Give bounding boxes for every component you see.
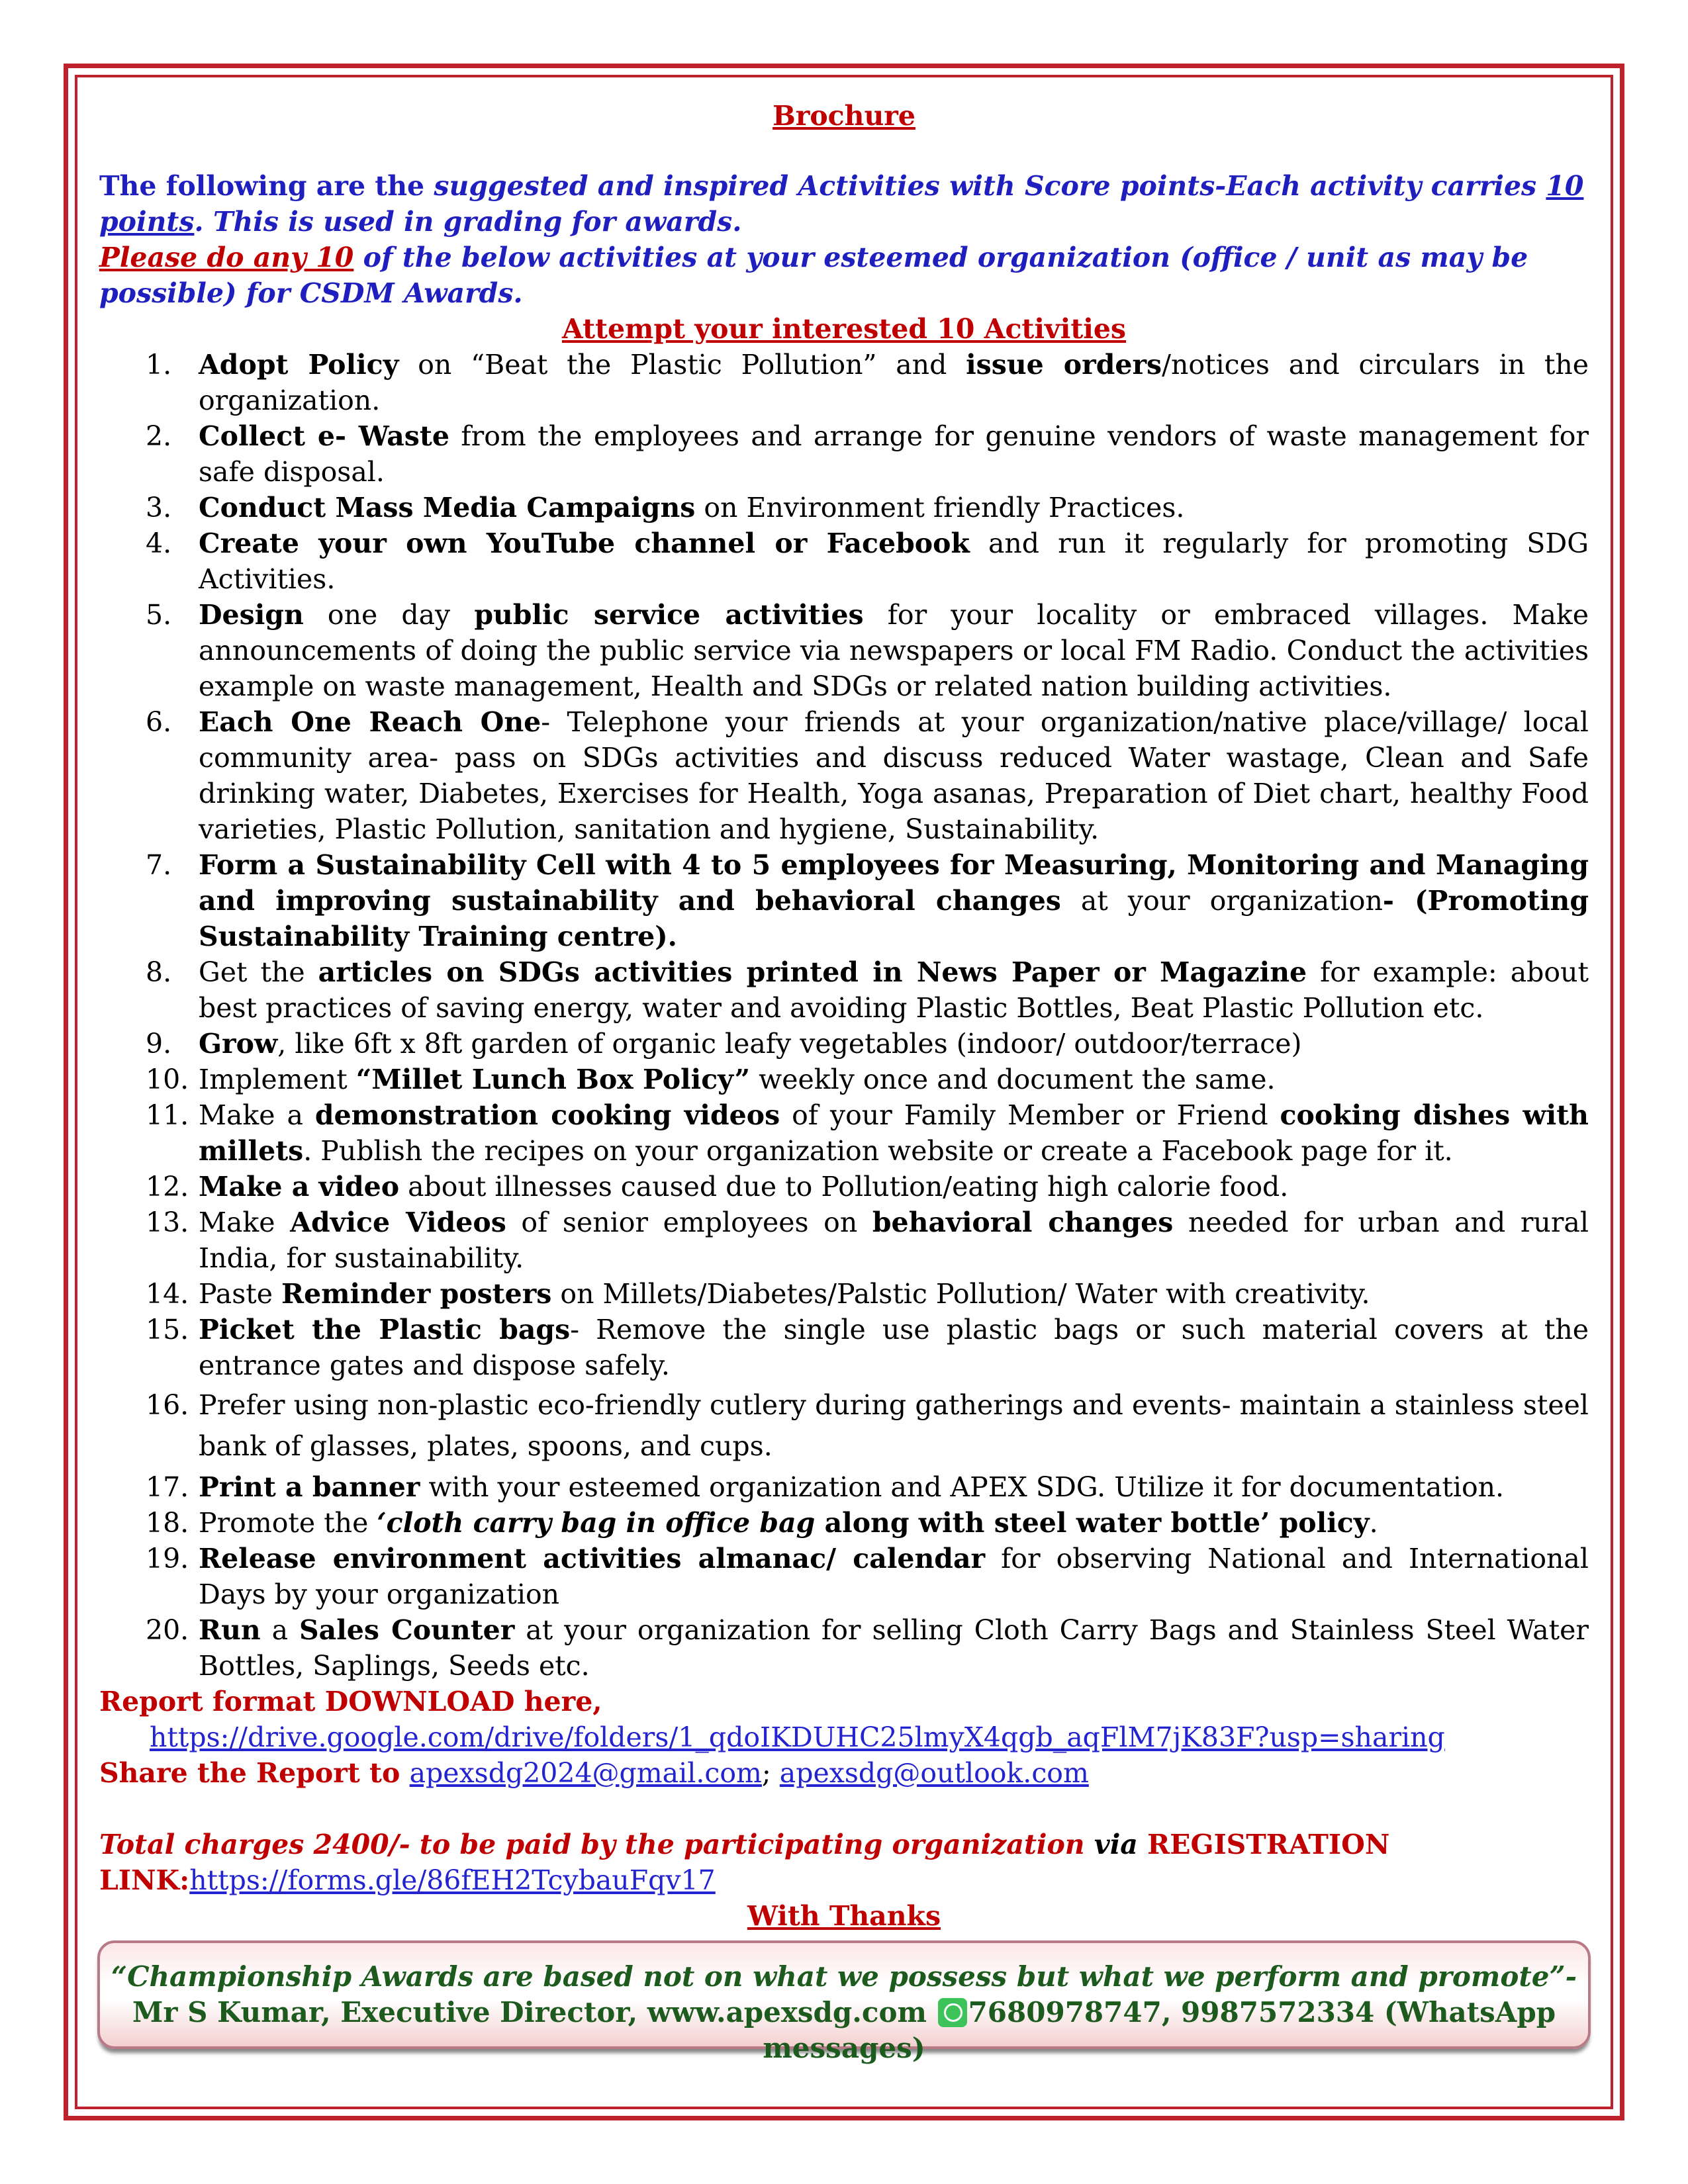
activity-text: Reminder posters [281,1278,552,1310]
activity-text: Collect e- Waste [199,420,449,452]
activity-text: ‘cloth carry bag in office bag [377,1507,816,1539]
email-link-gmail[interactable]: apexsdg2024@gmail.com [409,1757,762,1789]
with-thanks: With Thanks [747,1900,941,1932]
activity-list [99,347,1589,1684]
activity-item [99,704,1589,847]
activity-item [99,1505,1589,1541]
activity-item [99,490,1589,525]
activity-item [99,1205,1589,1276]
activity-text: - (Promoting Sustainability Training centre). [199,885,1589,952]
activity-number: 10. [146,1064,189,1095]
activity-text: needed for urban and rural India, for sustainability. [199,1206,1589,1274]
activity-item [99,847,1589,954]
activity-number: 5. [146,599,172,631]
activity-number: 11. [146,1099,189,1131]
activity-text: Prefer using non-plastic eco-friendly cutlery during gatherings and events- maintain a stainless steel bank of glasses, plates, spoons, and cups. [199,1389,1589,1462]
activity-text: cooking dishes with millets [199,1099,1589,1167]
activity-number: 15. [146,1314,189,1345]
intro-text-1: The following are the [99,170,434,202]
activity-number: 3. [146,492,172,523]
activity-text: . [1369,1507,1378,1539]
contact-name: Mr S Kumar, Executive Director, www.apexsdg.com [132,1996,937,2028]
activity-number: 14. [146,1278,189,1310]
activity-text: Make a [199,1099,315,1131]
intro-text-3: . This is used in grading for awards. [194,206,742,238]
activity-text: on “Beat the Plastic Pollution” and [399,349,966,381]
activity-item [99,1541,1589,1612]
intro-paragraph [99,168,1589,311]
activity-item [99,347,1589,418]
activity-item [99,1026,1589,1062]
activity-text: , like 6ft x 8ft garden of organic leafy vegetables (indoor/ outdoor/terrace) [277,1028,1302,1060]
activity-number: 18. [146,1507,189,1539]
activity-text: Paste [199,1278,282,1310]
activity-text: at your organization [1060,885,1383,917]
activity-text: for your locality or embraced villages. Make announcements of doing the public service via newspapers or local FM Radio. Conduct the activities example on waste management, Health and SDGs or related nation building activities. [199,599,1589,702]
activity-text: of senior employees on [506,1206,872,1238]
report-section [99,1684,1589,1934]
registration-link[interactable]: https://forms.gle/86fEH2TcybauFqv17 [189,1864,716,1896]
activity-number: 8. [146,956,172,988]
activity-text: for example: about best practices of saving energy, water and avoiding Plastic Bottles, Beat Plastic Pollution etc. [199,956,1589,1024]
activity-number: 13. [146,1206,189,1238]
activity-item [99,525,1589,597]
registration-link-label: LINK: [99,1864,190,1896]
contact-line [100,1995,1588,2066]
whatsapp-icon [938,1998,967,2027]
activity-text: Grow [199,1028,278,1060]
activity-text: - Remove the single use plastic bags or such material covers at the entrance gates and dispose safely. [199,1314,1589,1381]
activity-item [99,1276,1589,1312]
activity-text: on Millets/Diabetes/Palstic Pollution/ Water with creativity. [551,1278,1370,1310]
activity-item [99,1169,1589,1205]
activity-number: 2. [146,420,172,452]
activity-text: Run [199,1614,261,1646]
contact-phones: 7680978747, 9987572334 (WhatsApp messages) [763,1996,1556,2064]
activity-text: Picket the Plastic bags [199,1314,571,1345]
activity-text: Print a banner [199,1471,420,1503]
activity-item [99,597,1589,704]
share-label: Share the Report to [99,1757,410,1789]
brochure-page [99,93,1589,2064]
activity-text: Promote the [199,1507,377,1539]
activity-text: and run it regularly for promoting SDG Activities. [199,527,1589,595]
activity-text: Create your own YouTube channel or Facebook [199,527,970,559]
activity-text: Adopt Policy [199,349,399,381]
activity-text: public service activities [474,599,864,631]
activity-text: Design [199,599,304,631]
activity-number: 6. [146,706,172,738]
activity-item [99,954,1589,1026]
activity-number: 1. [146,349,172,381]
activity-text: . Publish the recipes on your organization website or create a Facebook page for it. [303,1135,1453,1167]
activity-text: Release environment activities almanac/ calendar [199,1543,986,1574]
activity-number: 7. [146,849,172,881]
activity-text: /notices and circulars in the organization. [199,349,1589,416]
activity-text: Advice Videos [290,1206,506,1238]
email-link-outlook[interactable]: apexsdg@outlook.com [779,1757,1089,1789]
activity-text: with your esteemed organization and APEX SDG. Utilize it for documentation. [420,1471,1505,1503]
activity-text: one day [303,599,475,631]
activity-text: weekly once and document the same. [750,1064,1276,1095]
activity-text: of your Family Member or Friend [780,1099,1280,1131]
report-download-link[interactable]: https://drive.google.com/drive/folders/1_qdoIKDUHC25lmyX4qgb_aqFlM7jK83F?usp=sharing [150,1721,1445,1753]
activity-item [99,418,1589,490]
activity-number: 20. [146,1614,189,1646]
activity-item [99,1385,1589,1467]
activity-number: 9. [146,1028,172,1060]
activity-text: from the employees and arrange for genuine vendors of waste management for safe disposal. [199,420,1589,488]
activity-text: Get the [199,956,318,988]
quote-line: “Championship Awards are based not on what we possess but what we perform and promote”- [111,1960,1577,1993]
activity-item [99,1062,1589,1097]
activity-text: demonstration cooking videos [314,1099,780,1131]
activity-text: - Telephone your friends at your organization/native place/village/ local community area- pass on SDGs activities and discuss reduced Water wastage, Clean and Safe drinking water, Diabetes, Exercises for Health, Yoga asanas, Preparation of Diet chart, healthy Food varieties, Plastic Pollution, sanitation and hygiene, Sustainability. [199,706,1589,845]
activity-text: along with steel water bottle’ policy [815,1507,1370,1539]
activity-text: on Environment friendly Practices. [695,492,1185,523]
activity-text: issue orders [966,349,1162,381]
intro-points: 10 points [99,170,1584,238]
report-download-label: Report format DOWNLOAD here, [99,1686,602,1717]
intro-text-4: of the below activities at your esteemed organization (office / unit as may be possible) for CSDM Awards. [99,242,1528,309]
activity-number: 17. [146,1471,189,1503]
activity-number: 4. [146,527,172,559]
activity-item [99,1469,1589,1505]
page-title: Brochure [773,100,915,132]
activity-text: Make a video [199,1171,400,1203]
activity-text: articles on SDGs activities printed in News Paper or Magazine [318,956,1307,988]
activity-text: Conduct Mass Media Campaigns [199,492,696,523]
activity-text: a [260,1614,300,1646]
intro-do-any: Please do any 10 [99,242,354,273]
activity-item [99,1312,1589,1383]
activity-number: 19. [146,1543,189,1574]
charges-via: via [1084,1829,1148,1860]
activity-number: 16. [146,1389,189,1421]
activity-number: 12. [146,1171,189,1203]
activity-text: for observing National and International Days by your organization [199,1543,1589,1610]
activity-text: Each One Reach One [199,706,541,738]
activity-item [99,1097,1589,1169]
activity-text: behavioral changes [872,1206,1174,1238]
activity-text: “Millet Lunch Box Policy” [355,1064,751,1095]
activity-text: at your organization for selling Cloth Carry Bags and Stainless Steel Water Bottles, Saplings, Seeds etc. [199,1614,1589,1682]
activity-item [99,1612,1589,1684]
activity-text: Sales Counter [299,1614,515,1646]
quote-box [97,1940,1591,2064]
activity-text: about illnesses caused due to Pollution/eating high calorie food. [399,1171,1289,1203]
attempt-heading: Attempt your interested 10 Activities [561,313,1126,345]
activity-text: Implement [199,1064,356,1095]
intro-text-2: suggested and inspired Activities with Score points-Each activity carries [434,170,1546,202]
activity-text: Make [199,1206,291,1238]
activity-text: Form a Sustainability Cell with 4 to 5 employees for Measuring, Monitoring and Managing and improving sustainability and behavioral changes [199,849,1589,917]
charges-registration: REGISTRATION [1147,1829,1390,1860]
charges-text: Total charges 2400/- to be paid by the participating organization [99,1829,1085,1860]
email-separator: ; [761,1757,780,1789]
